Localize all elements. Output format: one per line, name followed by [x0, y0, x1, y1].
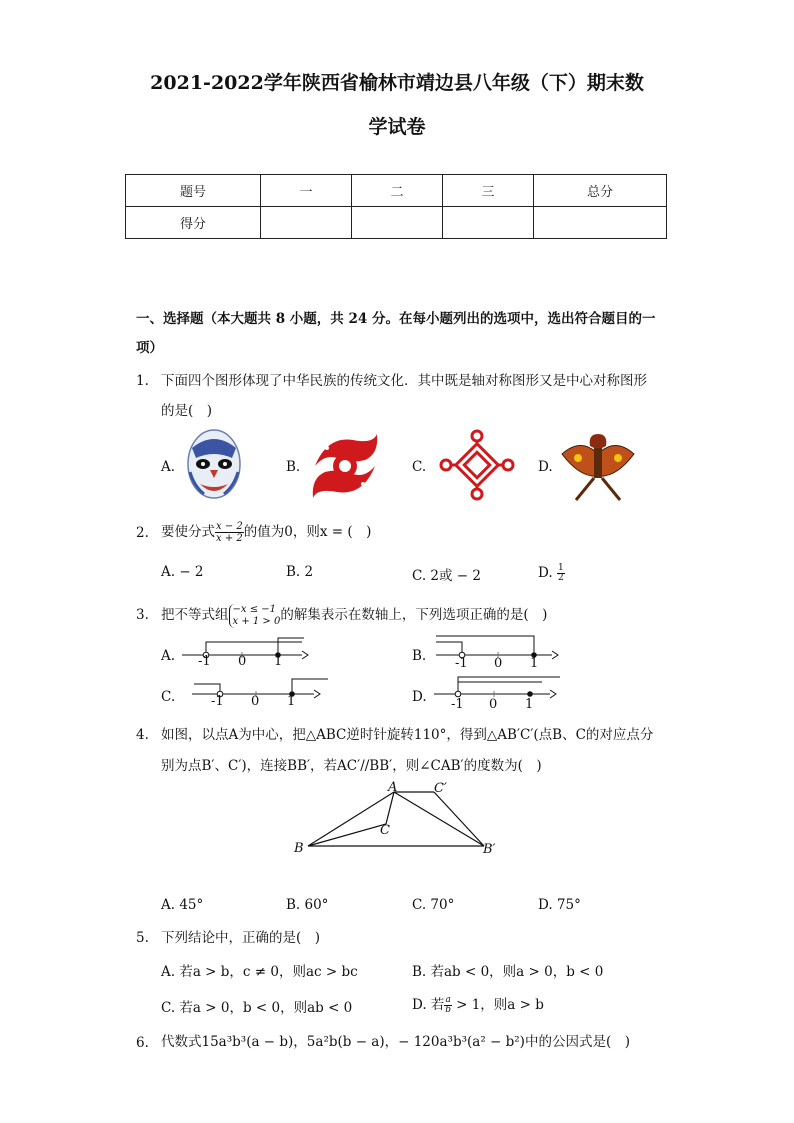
question-number: 5. [136, 930, 149, 946]
question-text [161, 521, 371, 544]
question-text: 代数式15a³b³(a − b)，5a²b(b − a)，− 120a³b³(a² − b²)中的公因式是( ) [161, 1034, 630, 1050]
option-label: C. [161, 689, 176, 705]
fraction-denominator: x + 2 [216, 533, 243, 544]
tick-label: 0 [238, 654, 247, 669]
fraction-numerator: a [445, 995, 451, 1005]
option-c[interactable]: C. 2或 − 2 [412, 568, 482, 584]
fraction-numerator: x − 2 [216, 521, 243, 532]
question-text-pre: 要使分式 [161, 524, 215, 540]
fraction-numerator: 1 [557, 563, 564, 573]
tick-label: 1 [287, 694, 296, 709]
question-text-pre: 把不等式组 [161, 607, 229, 623]
page-title: 2021-2022学年陕西省榆林市靖边县八年级（下）期末数 [150, 72, 644, 94]
fraction-denominator: b [445, 1005, 451, 1015]
table-cell: 总分 [534, 175, 667, 207]
question-text-post: 的值为0，则x = ( ) [243, 524, 372, 540]
option-d-label: D. [538, 565, 553, 581]
paper-cut-fish-image[interactable] [307, 430, 383, 502]
option-c[interactable]: C. 若a > 0，b < 0，则ab < 0 [161, 1000, 353, 1016]
question-number: 1. [136, 373, 149, 389]
inequality-2: x + 1 > 0 [232, 615, 281, 627]
question-text: 下面四个图形体现了中华民族的传统文化．其中既是轴对称图形又是中心对称图形 [161, 373, 647, 389]
point-label-c-prime: C′ [434, 781, 447, 796]
option-label: A. [161, 459, 176, 475]
question-text-post: 的解集表示在数轴上，下列选项正确的是( ) [280, 607, 548, 623]
question-text [161, 599, 547, 631]
question-text-line2: 别为点B′、C′)，连接BB′，若AC′//BB′，则∠CAB′的度数为( ) [161, 758, 542, 774]
point-label-a: A [388, 780, 398, 795]
fraction [444, 996, 451, 1015]
table-cell: 一 [261, 175, 352, 207]
tick-label: -1 [455, 656, 468, 671]
inequality-1: −x ≤ −1 [232, 603, 276, 615]
option-label: A. [161, 648, 176, 664]
chinese-knot-image[interactable] [438, 428, 516, 504]
table-cell: 二 [352, 175, 443, 207]
question-text: 下列结论中，正确的是( ) [161, 930, 321, 946]
table-row [126, 207, 667, 239]
question-number: 2. [136, 525, 149, 541]
opera-mask-image[interactable] [184, 428, 244, 504]
table-cell: 得分 [126, 207, 261, 239]
tick-label: -1 [211, 694, 224, 709]
fraction [557, 564, 565, 583]
table-cell[interactable] [352, 207, 443, 239]
option-a[interactable]: A. 45° [161, 897, 204, 913]
option-b[interactable]: B. 若ab < 0，则a > 0，b < 0 [412, 964, 604, 980]
question-number: 6. [136, 1035, 149, 1051]
table-cell[interactable] [261, 207, 352, 239]
tick-label: -1 [451, 697, 464, 712]
table-cell: 题号 [126, 175, 261, 207]
question-number: 4. [136, 727, 149, 743]
point-label-b-prime: B′ [483, 842, 496, 857]
option-d-label: D. 若 [412, 997, 445, 1013]
kite-image[interactable] [560, 428, 636, 504]
table-row [126, 175, 667, 207]
tick-label: 0 [251, 694, 260, 709]
tick-label: 1 [274, 654, 283, 669]
score-table [125, 174, 667, 239]
option-label: D. [538, 459, 553, 475]
option-label: B. [286, 459, 301, 475]
tick-label: -1 [198, 654, 211, 669]
tick-label: 0 [489, 697, 498, 712]
option-label: B. [412, 648, 427, 664]
point-label-c: C [380, 823, 390, 838]
option-c[interactable]: C. 70° [412, 897, 455, 913]
tick-label: 1 [530, 656, 539, 671]
table-cell[interactable] [443, 207, 534, 239]
table-cell: 三 [443, 175, 534, 207]
option-b[interactable]: B. 60° [286, 897, 329, 913]
point-label-b: B [294, 841, 304, 856]
question-text-line2: 的是( ) [161, 403, 213, 419]
option-a[interactable]: A. − 2 [161, 564, 204, 580]
question-number: 3. [136, 607, 149, 623]
inequality-system [229, 604, 281, 628]
tick-label: 1 [525, 697, 534, 712]
option-d-post: > 1，则a > b [451, 997, 544, 1013]
fraction [215, 521, 244, 544]
table-cell[interactable] [534, 207, 667, 239]
option-d[interactable] [412, 993, 544, 1015]
option-d[interactable] [538, 564, 565, 583]
option-label: D. [412, 689, 427, 705]
section-heading: 一、选择题（本大题共 8 小题，共 24 分。在每小题列出的选项中，选出符合题目的一 [136, 311, 656, 327]
tick-label: 0 [494, 656, 503, 671]
option-a[interactable]: A. 若a > b，c ≠ 0，则ac > bc [161, 964, 358, 980]
fraction-denominator: 2 [557, 573, 564, 583]
option-label: C. [412, 459, 427, 475]
question-text: 如图，以点A为中心，把△ABC逆时针旋转110°，得到△AB′C′(点B、C的对应点分 [161, 727, 654, 743]
page-title-line2: 学试卷 [368, 116, 426, 138]
option-b[interactable]: B. 2 [286, 564, 314, 580]
triangle-diagram [290, 780, 510, 860]
option-d[interactable]: D. 75° [538, 897, 581, 913]
section-heading-line2: 项） [136, 340, 163, 356]
